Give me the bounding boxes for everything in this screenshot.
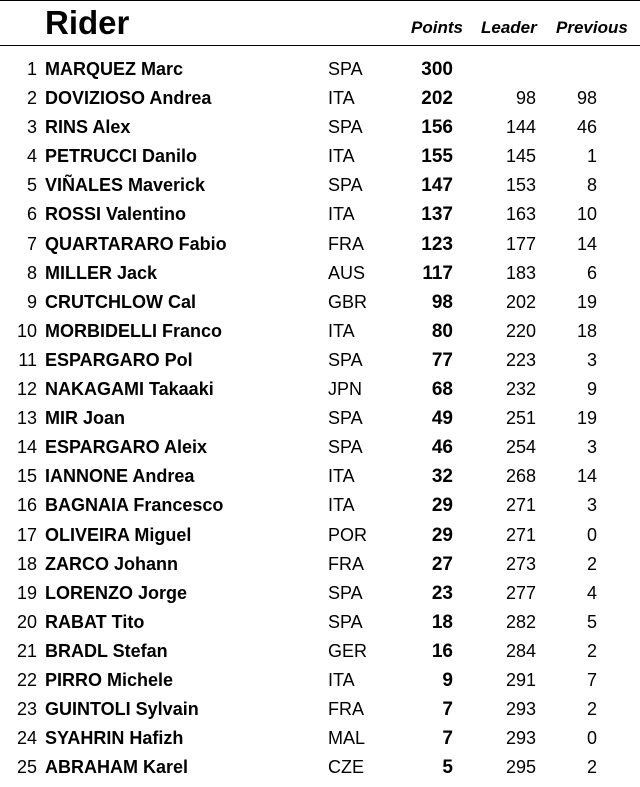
- nation-cell: SPA: [328, 408, 363, 429]
- rider-name-cell: ZARCO Johann: [45, 553, 178, 574]
- nation-cell: SPA: [328, 611, 363, 632]
- rider-name-cell: ROSSI Valentino: [45, 204, 187, 225]
- rider-name-cell: DOVIZIOSO Andrea: [45, 88, 212, 109]
- table-row: [0, 200, 640, 229]
- leader-gap-cell: 183: [505, 262, 536, 283]
- table-row: [0, 84, 640, 113]
- table-row: [0, 346, 640, 375]
- rider-name-cell: ESPARGARO Aleix: [45, 437, 208, 458]
- points-cell: 23: [431, 582, 453, 604]
- previous-gap-cell: 18: [576, 320, 597, 341]
- leader-gap-cell: 268: [505, 466, 536, 487]
- table-row: [0, 433, 640, 462]
- position-cell: 9: [26, 291, 37, 312]
- rider-name-cell: RINS Alex: [45, 117, 131, 138]
- leader-gap-cell: 277: [505, 582, 536, 603]
- position-cell: 1: [26, 59, 37, 79]
- position-cell: 10: [16, 320, 37, 341]
- previous-gap-cell: 2: [586, 553, 597, 574]
- table-row: [0, 550, 640, 579]
- points-cell: 155: [421, 146, 453, 168]
- previous-gap-cell: 8: [586, 175, 597, 196]
- rider-name-cell: SYAHRIN Hafizh: [45, 728, 184, 749]
- leader-gap-cell: 220: [505, 320, 536, 341]
- table-row: [0, 288, 640, 317]
- previous-gap-cell: 14: [576, 466, 597, 487]
- table-row: [0, 666, 640, 695]
- leader-gap-cell: 284: [505, 640, 536, 661]
- points-cell: 98: [431, 291, 453, 313]
- table-row: [0, 695, 640, 724]
- rider-name-cell: MILLER Jack: [45, 262, 158, 283]
- leader-gap-cell: 271: [505, 524, 536, 545]
- position-cell: 23: [16, 699, 37, 720]
- rider-name-cell: MORBIDELLI Franco: [45, 320, 223, 341]
- position-cell: 7: [26, 233, 37, 254]
- previous-gap-cell: 2: [586, 699, 597, 720]
- points-cell: 77: [431, 349, 453, 371]
- position-cell: 24: [16, 728, 37, 749]
- previous-gap-cell: 0: [586, 728, 597, 749]
- position-cell: 6: [26, 204, 37, 225]
- nation-cell: ITA: [328, 320, 355, 341]
- points-cell: 49: [431, 408, 453, 430]
- table-row: [0, 142, 640, 171]
- previous-column-header: Previous: [556, 18, 628, 37]
- table-row: [0, 171, 640, 200]
- position-cell: 13: [16, 408, 37, 429]
- points-cell: 300: [421, 59, 453, 80]
- leader-gap-cell: 293: [505, 728, 536, 749]
- points-cell: 18: [431, 611, 453, 633]
- rider-name-cell: VIÑALES Maverick: [45, 175, 206, 196]
- table-row: [0, 462, 640, 491]
- leader-gap-cell: 202: [505, 291, 536, 312]
- table-row: [0, 608, 640, 637]
- rider-name-cell: BRADL Stefan: [45, 640, 168, 661]
- rider-name-cell: PETRUCCI Danilo: [45, 146, 198, 167]
- previous-gap-cell: 7: [586, 669, 597, 690]
- leader-gap-cell: 295: [505, 757, 536, 778]
- leader-gap-cell: 282: [505, 611, 536, 632]
- leader-gap-cell: 291: [505, 669, 536, 690]
- nation-cell: AUS: [328, 262, 366, 283]
- leader-gap-cell: 145: [505, 146, 536, 167]
- rider-name-cell: RABAT Tito: [45, 611, 145, 632]
- table-row: [0, 317, 640, 346]
- rider-name-cell: NAKAGAMI Takaaki: [45, 379, 214, 400]
- nation-cell: FRA: [328, 699, 364, 720]
- previous-gap-cell: 4: [586, 582, 597, 603]
- nation-cell: POR: [328, 524, 368, 545]
- table-row: [0, 375, 640, 404]
- nation-cell: SPA: [328, 582, 363, 603]
- standings-header: [0, 0, 640, 46]
- nation-cell: SPA: [328, 437, 363, 458]
- leader-gap-cell: 254: [505, 437, 536, 458]
- position-cell: 17: [16, 524, 37, 545]
- nation-cell: ITA: [328, 146, 355, 167]
- previous-gap-cell: 19: [576, 408, 597, 429]
- leader-gap-cell: 98: [515, 88, 536, 109]
- nation-cell: ITA: [328, 466, 355, 487]
- table-row: [0, 259, 640, 288]
- rider-name-cell: GUINTOLI Sylvain: [45, 699, 199, 720]
- nation-cell: FRA: [328, 553, 364, 574]
- rider-name-cell: MARQUEZ Marc: [45, 59, 184, 79]
- points-cell: 32: [431, 466, 453, 488]
- previous-gap-cell: 5: [586, 611, 597, 632]
- position-cell: 16: [16, 495, 37, 516]
- position-cell: 3: [26, 117, 37, 138]
- position-cell: 11: [18, 349, 37, 370]
- position-cell: 2: [26, 88, 37, 109]
- nation-cell: MAL: [328, 728, 366, 749]
- rider-name-cell: PIRRO Michele: [45, 669, 174, 690]
- points-cell: 5: [442, 757, 453, 779]
- points-column-header: Points: [411, 18, 463, 37]
- table-row: [0, 113, 640, 142]
- table-row: [0, 230, 640, 259]
- position-cell: 12: [16, 379, 37, 400]
- points-cell: 68: [431, 379, 453, 401]
- rider-name-cell: ESPARGARO Pol: [45, 349, 193, 370]
- position-cell: 5: [26, 175, 37, 196]
- table-row: [0, 579, 640, 608]
- table-row: [0, 753, 640, 782]
- rider-name-cell: OLIVEIRA Miguel: [45, 524, 192, 545]
- previous-gap-cell: 46: [576, 117, 597, 138]
- standings-table: [0, 55, 640, 782]
- nation-cell: SPA: [328, 175, 363, 196]
- rider-column-title: Rider: [45, 4, 130, 41]
- position-cell: 25: [16, 757, 37, 778]
- nation-cell: FRA: [328, 233, 364, 254]
- points-cell: 9: [442, 669, 453, 691]
- position-cell: 15: [16, 466, 37, 487]
- points-cell: 117: [422, 262, 453, 284]
- table-row: [0, 724, 640, 753]
- previous-gap-cell: 2: [586, 757, 597, 778]
- previous-gap-cell: 6: [586, 262, 597, 283]
- points-cell: 46: [431, 437, 453, 459]
- position-cell: 22: [16, 669, 37, 690]
- position-cell: 8: [26, 262, 37, 283]
- points-cell: 123: [421, 233, 453, 255]
- points-cell: 156: [421, 117, 453, 139]
- previous-gap-cell: 3: [586, 349, 597, 370]
- rider-name-cell: LORENZO Jorge: [45, 582, 188, 603]
- nation-cell: JPN: [328, 379, 363, 400]
- position-cell: 4: [26, 146, 37, 167]
- points-cell: 202: [421, 88, 453, 110]
- position-cell: 18: [16, 553, 37, 574]
- leader-gap-cell: 271: [505, 495, 536, 516]
- points-cell: 137: [421, 204, 453, 226]
- leader-gap-cell: 223: [505, 349, 536, 370]
- previous-gap-cell: 2: [586, 640, 597, 661]
- points-cell: 29: [431, 495, 453, 517]
- table-row: [0, 521, 640, 550]
- leader-gap-cell: 293: [505, 699, 536, 720]
- points-cell: 16: [431, 640, 453, 662]
- position-cell: 21: [16, 640, 37, 661]
- points-cell: 7: [442, 728, 453, 750]
- table-row: [0, 491, 640, 520]
- position-cell: 14: [16, 437, 37, 458]
- nation-cell: GER: [328, 640, 368, 661]
- previous-gap-cell: 9: [586, 379, 597, 400]
- previous-gap-cell: 3: [586, 495, 597, 516]
- previous-gap-cell: 14: [576, 233, 597, 254]
- nation-cell: SPA: [328, 59, 363, 79]
- points-cell: 29: [431, 524, 453, 546]
- previous-gap-cell: 0: [586, 524, 597, 545]
- rider-name-cell: MIR Joan: [45, 408, 126, 429]
- rider-name-cell: BAGNAIA Francesco: [45, 495, 224, 516]
- nation-cell: GBR: [328, 291, 368, 312]
- previous-gap-cell: 10: [576, 204, 597, 225]
- table-row: [0, 404, 640, 433]
- points-cell: 27: [431, 553, 453, 575]
- previous-gap-cell: 1: [586, 146, 597, 167]
- leader-gap-cell: 144: [505, 117, 536, 138]
- table-row: [0, 55, 640, 84]
- leader-gap-cell: 232: [505, 379, 536, 400]
- leader-gap-cell: 273: [505, 553, 536, 574]
- leader-gap-cell: 153: [505, 175, 536, 196]
- nation-cell: CZE: [328, 757, 364, 778]
- nation-cell: SPA: [328, 349, 363, 370]
- position-cell: 19: [16, 582, 37, 603]
- nation-cell: ITA: [328, 88, 355, 109]
- nation-cell: ITA: [328, 669, 355, 690]
- table-row: [0, 637, 640, 666]
- rider-name-cell: QUARTARARO Fabio: [45, 233, 227, 254]
- nation-cell: ITA: [328, 495, 355, 516]
- leader-gap-cell: 177: [505, 233, 536, 254]
- nation-cell: SPA: [328, 117, 363, 138]
- nation-cell: ITA: [328, 204, 355, 225]
- previous-gap-cell: 19: [576, 291, 597, 312]
- leader-column-header: Leader: [481, 18, 537, 37]
- points-cell: 7: [442, 699, 453, 721]
- points-cell: 80: [431, 320, 453, 342]
- previous-gap-cell: 3: [586, 437, 597, 458]
- leader-gap-cell: 163: [505, 204, 536, 225]
- previous-gap-cell: 98: [576, 88, 597, 109]
- points-cell: 147: [421, 175, 453, 197]
- rider-name-cell: IANNONE Andrea: [45, 466, 195, 487]
- rider-name-cell: ABRAHAM Karel: [45, 757, 189, 778]
- position-cell: 20: [16, 611, 37, 632]
- leader-gap-cell: 251: [505, 408, 536, 429]
- rider-name-cell: CRUTCHLOW Cal: [45, 291, 196, 312]
